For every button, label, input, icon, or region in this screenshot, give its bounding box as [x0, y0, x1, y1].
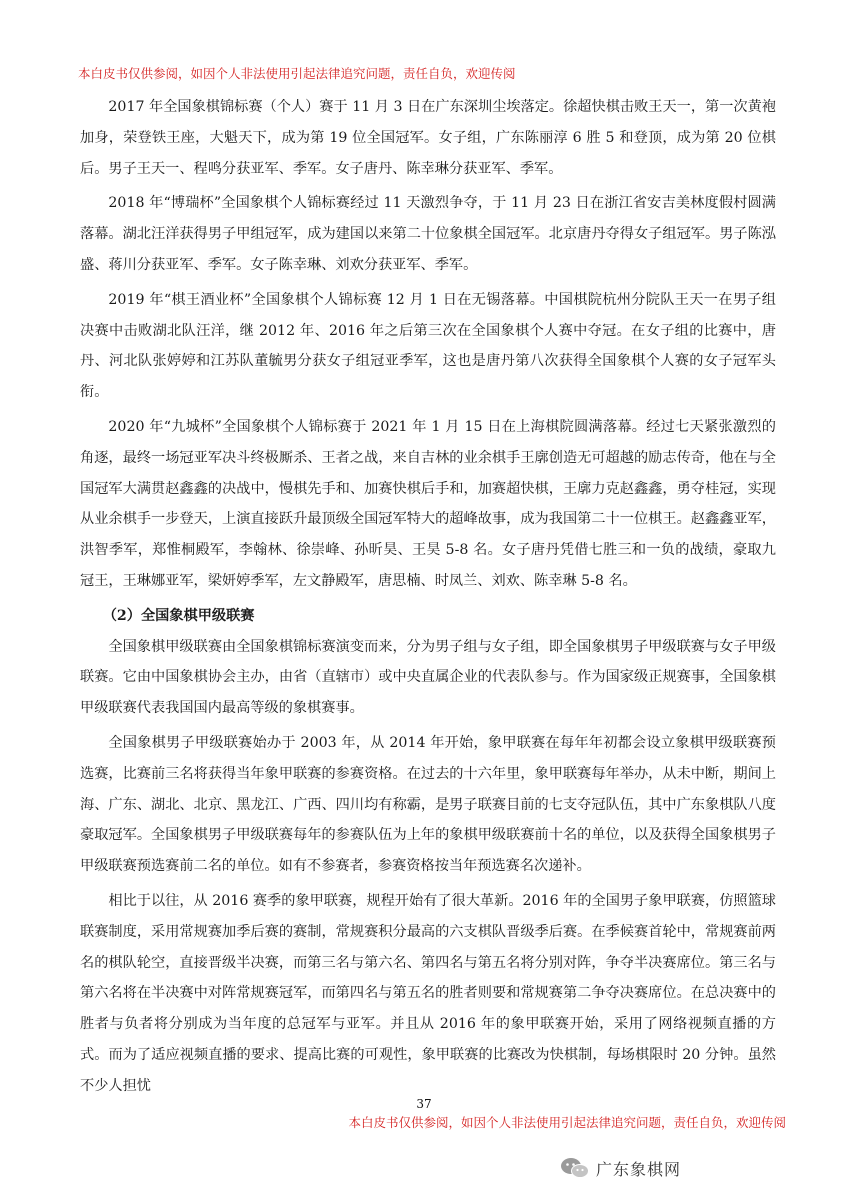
watermark-text: 广东象棋网 [596, 1159, 682, 1179]
paragraph-2017: 2017 年全国象棋锦标赛（个人）赛于 11 月 3 日在广东深圳尘埃落定。徐超快棋击败王天一，第一次黄袍加身，荣登铁王座，大魁天下，成为第 19 位全国冠军。女子组，广东陈丽淳 6 胜 5 和登顶，成为第 20 位棋后。男子王天一、程鸣分获亚军、季军。女子唐丹、陈幸琳分获亚军、季军。 [80, 99, 776, 177]
paragraph-league-intro: 全国象棋甲级联赛由全国象棋锦标赛演变而来，分为男子组与女子组，即全国象棋男子甲级联赛与女子甲级联赛。它由中国象棋协会主办，由省（直辖市）或中央直属企业的代表队参与。作为国家级正规赛事，全国象棋甲级联赛代表我国国内最高等级的象棋赛事。 [80, 638, 776, 717]
paragraph-2020: 2020 年“九城杯”全国象棋个人锦标赛于 2021 年 1 月 15 日在上海棋院圆满落幕。经过七天紧张激烈的角逐，最终一场冠亚军决斗终极厮杀、王者之战，来自吉林的业余棋手王廓创造无可超越的励志传奇，他在与全国冠军大满贯赵鑫鑫的决战中，慢棋先手和、加赛快棋后手和，加赛超快棋，王廓力克赵鑫鑫，勇夺桂冠，实现从业余棋手一步登天，上演直接跃升最顶级全国冠军特大的超峰故事，成为我国第二十一位棋王。赵鑫鑫亚军，洪智季军，郑惟桐殿军，李翰林、徐崇峰、孙昕昊、王昊 5-8 名。女子唐丹凭借七胜三和一负的战绩，豪取九冠王，王琳娜亚军，梁妍婷季军，左文静殿军，唐思楠、时凤兰、刘欢、陈幸琳 5-8 名。 [80, 418, 776, 589]
paragraph-2019: 2019 年“棋王酒业杯”全国象棋个人锦标赛 12 月 1 日在无锡落幕。中国棋院杭州分院队王天一在男子组决赛中击败湖北队汪洋，继 2012 年、2016 年之后第三次在全国象棋个人赛中夺冠。在女子组的比赛中，唐丹、河北队张婷婷和江苏队董毓男分获女子组冠亚季军，这也是唐丹第八次获得全国象棋个人赛的女子冠军头衔。 [80, 291, 776, 401]
section-heading: （2）全国象棋甲级联赛 [102, 607, 255, 624]
wechat-icon [560, 1157, 590, 1179]
paragraph-2018: 2018 年“博瑞杯”全国象棋个人锦标赛经过 11 天激烈争夺，于 11 月 23 日在浙江省安吉美林度假村圆满落幕。湖北汪洋获得男子甲组冠军，成为建国以来第二十位象棋全国冠军。北京唐丹夺得女子组冠军。男子陈泓盛、蒋川分获亚军、季军。女子陈幸琳、刘欢分获亚军、季军。 [80, 195, 776, 273]
header-disclaimer: 本白皮书仅供参阅，如因个人非法使用引起法律追究问题，责任自负，欢迎传阅 [78, 66, 516, 81]
paragraph-men-league: 全国象棋男子甲级联赛始办于 2003 年，从 2014 年开始，象甲联赛在每年年初都会设立象棋甲级联赛预选赛，比赛前三名将获得当年象甲联赛的参赛资格。在过去的十六年里，象甲联赛每年举办，从未中断，期间上海、广东、湖北、北京、黑龙江、广西、四川均有称霸，是男子联赛目前的七支夺冠队伍，其中广东象棋队八度豪取冠军。全国象棋男子甲级联赛每年的参赛队伍为上年的象棋甲级联赛前十名的单位，以及获得全国象棋男子甲级联赛预选赛前二名的单位。如有不参赛者，参赛资格按当年预选赛名次递补。 [80, 734, 776, 875]
document-body [80, 92, 776, 1106]
page-number: 37 [416, 1097, 432, 1111]
footer-disclaimer: 本白皮书仅供参阅，如因个人非法使用引起法律追究问题，责任自负，欢迎传阅 [348, 1115, 786, 1130]
watermark [560, 1156, 681, 1180]
paragraph-2016-reform: 相比于以往，从 2016 赛季的象甲联赛，规程开始有了很大革新。2016 年的全国男子象甲联赛，仿照篮球联赛制度，采用常规赛加季后赛的赛制，常规赛积分最高的六支棋队晋级季后赛。在季候赛首轮中，常规赛前两名的棋队轮空，直接晋级半决赛，而第三名与第六名、第四名与第五名将分别对阵，争夺半决赛席位。第三名与第六名将在半决赛中对阵常规赛冠军，而第四名与第五名的胜者则要和常规赛第二争夺决赛席位。在总决赛中的胜者与负者将分别成为当年度的总冠军与亚军。并且从 2016 年的象甲联赛开始，采用了网络视频直播的方式。而为了适应视频直播的要求、提高比赛的可观性，象甲联赛的比赛改为快棋制，每场棋限时 20 分钟。虽然不少人担忧 [80, 892, 776, 1094]
